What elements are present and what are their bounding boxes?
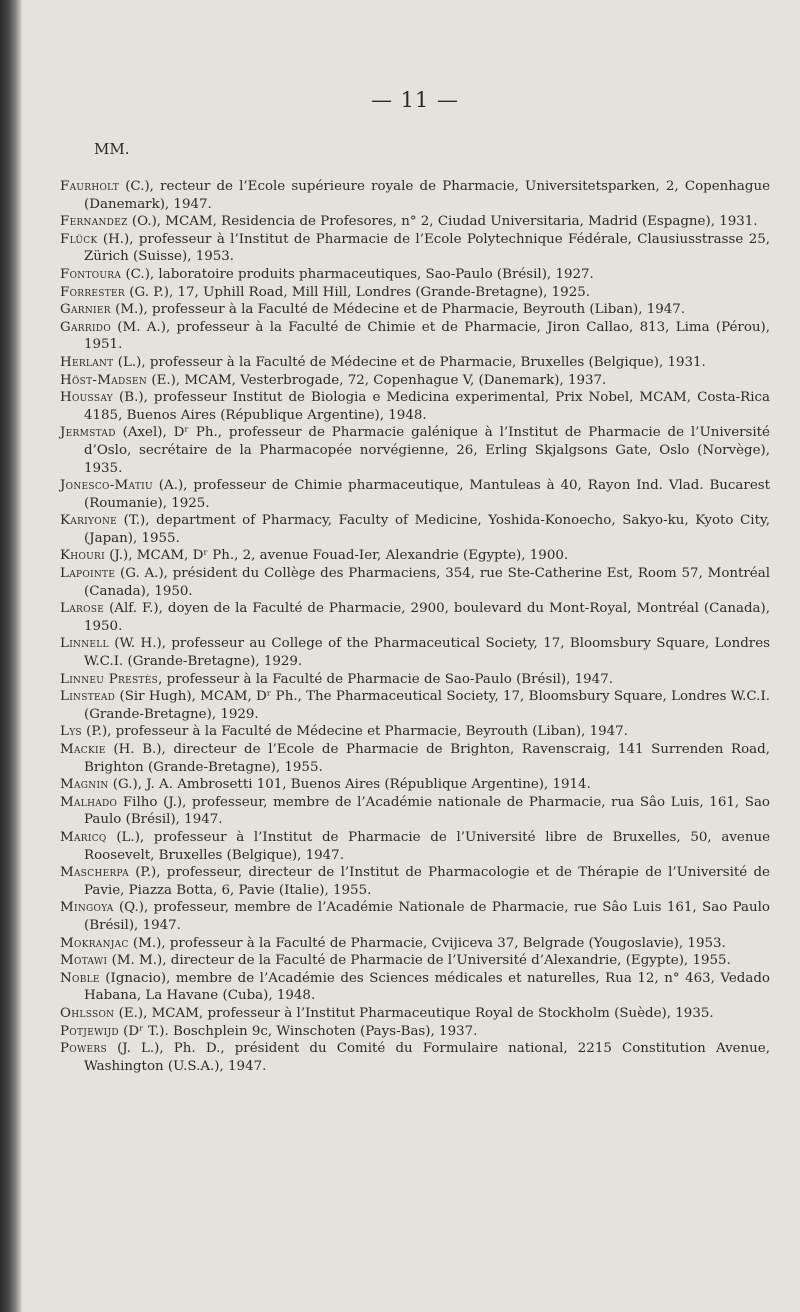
member-name: Garrido: [60, 319, 111, 335]
member-entry: [60, 952, 770, 970]
member-entry: [60, 319, 770, 354]
member-details: (E.), MCAM, professeur à l’Institut Pharmaceutique Royal de Stockholm (Suède), 1935.: [114, 1005, 714, 1021]
member-entry: [60, 477, 770, 512]
member-details: (T.), department of Pharmacy, Faculty of Medicine, Yoshida-Konoecho, Sakyo-ku, Kyoto City, (Japan), 1955.: [84, 513, 770, 546]
member-entry: [60, 723, 770, 741]
member-name: Khouri: [60, 548, 105, 564]
member-entry: [60, 512, 770, 547]
member-name: Mingoya: [60, 900, 114, 916]
member-entry: [60, 266, 770, 284]
member-name: Ohlsson: [60, 1005, 115, 1021]
member-name: Powers: [60, 1041, 107, 1057]
member-details: (G.), J. A. Ambrosetti 101, Buenos Aires (République Argentine), 1914.: [108, 777, 591, 793]
member-name: Noble: [60, 970, 100, 986]
member-name: Linneu Prestès: [60, 671, 159, 687]
member-entry: [60, 1005, 770, 1023]
member-name: Forrester: [60, 284, 126, 300]
member-entry: [60, 284, 770, 302]
member-name: Fontoura: [60, 266, 122, 282]
member-entry: [60, 970, 770, 1005]
member-entry: [60, 794, 770, 829]
member-name: Larose: [60, 601, 105, 617]
member-details: (L.), professeur à l’Institut de Pharmacie de l’Université libre de Bruxelles, 50, avenue Roosevelt, Bruxelles (Belgique), 1947.: [84, 829, 770, 863]
member-details: (W. H.), professeur au College of the Pharmaceutical Society, 17, Bloomsbury Square, Londres W.C.I. (Grande-Bretagne), 1929.: [84, 636, 770, 670]
member-name: Lys: [60, 724, 82, 740]
member-entry: [60, 776, 770, 794]
member-entry: [60, 372, 770, 390]
member-entry: [60, 935, 770, 953]
member-entry: [60, 741, 770, 776]
member-name: Mokranjac: [60, 935, 129, 951]
member-details: (C.), recteur de l’Ecole supérieure royale de Pharmacie, Universitetsparken, 2, Copenhague (Danemark), 1947.: [84, 179, 770, 212]
member-details: (H.), professeur à l’Institut de Pharmacie de l’Ecole Polytechnique Fédérale, Clausiusstrasse 25, Zürich (Suisse), 1953.: [84, 231, 770, 265]
document-page: [60, 88, 770, 1075]
member-name: Lapointe: [60, 566, 116, 582]
member-name: Motawi: [60, 953, 108, 969]
member-name: Maricq: [60, 829, 107, 845]
member-details: (E.), MCAM, Vesterbrogade, 72, Copenhague V, (Danemark), 1937.: [147, 372, 607, 388]
member-details: (J.), MCAM, Dʳ Ph., 2, avenue Fouad-Ier, Alexandrie (Egypte), 1900.: [104, 548, 569, 564]
member-details: (P.), professeur, directeur de l’Institut de Pharmacologie et de Thérapie de l’Université de Pavie, Piazza Botta, 6, Pavie (Italie), 1955.: [84, 865, 770, 898]
member-details: (Axel), Dʳ Ph., professeur de Pharmacie galénique à l’Institut de Pharmacie de l’Université d’Oslo, secrétaire de la Pharmacopée norvégienne, 26, Erling Skjalgsons Gate, Oslo (Norvège), 1935.: [84, 425, 770, 476]
member-details: (A.), professeur de Chimie pharmaceutique, Mantuleas à 40, Rayon Ind. Vlad. Bucarest (Roumanie), 1925.: [84, 478, 770, 511]
member-entry: [60, 600, 770, 635]
member-entry: [60, 864, 770, 899]
member-entry: [60, 213, 770, 231]
member-name: Fernandez: [60, 214, 128, 230]
member-details: (Sir Hugh), MCAM, Dʳ Ph., The Pharmaceutical Society, 17, Bloomsbury Square, Londres W.C.I. (Grande-Bretagne), 1929.: [84, 689, 770, 722]
member-entry: [60, 354, 770, 372]
member-details: , professeur à la Faculté de Pharmacie de Sao-Paulo (Brésil), 1947.: [158, 671, 613, 687]
member-entry: [60, 671, 770, 689]
member-entry: [60, 389, 770, 424]
member-details: (G. A.), président du Collège des Pharmaciens, 354, rue Ste-Catherine Est, Room 57, Montréal (Canada), 1950.: [84, 566, 770, 599]
member-name: Garnier: [60, 302, 111, 318]
member-entry: [60, 635, 770, 670]
member-name: Potjewijd: [60, 1023, 119, 1039]
member-details: (Alf. F.), doyen de la Faculté de Pharmacie, 2900, boulevard du Mont-Royal, Montréal (Canada), 1950.: [84, 601, 770, 634]
member-name: Herlant: [60, 354, 114, 370]
member-details: (M. M.), directeur de la Faculté de Pharmacie de l’Université d’Alexandrie, (Egypte), 1955.: [107, 953, 731, 969]
member-entry: [60, 829, 770, 864]
member-details: (P.), professeur à la Faculté de Médecine et Pharmacie, Beyrouth (Liban), 1947.: [81, 724, 628, 740]
member-details: (Ignacio), membre de l’Académie des Sciences médicales et naturelles, Rua 12, n° 463, Vedado Habana, La Havane (Cuba), 1948.: [84, 970, 770, 1004]
member-details: (C.), laboratoire produits pharmaceutiques, Sao-Paulo (Brésil), 1927.: [121, 266, 594, 282]
member-name: Jermstad: [60, 425, 116, 441]
member-name: Höst-Madsen: [60, 372, 148, 388]
member-name: Mackie: [60, 742, 106, 757]
member-entry: [60, 565, 770, 600]
member-name: Jonesco-Matiu: [60, 478, 153, 494]
member-name: Linstead: [60, 689, 116, 705]
member-details: (Dʳ T.). Boschplein 9c, Winschoten (Pays-Bas), 1937.: [118, 1023, 478, 1039]
member-details: (B.), professeur Institut de Biologia e Medicina experimental, Prix Nobel, MCAM, Costa-Rica 4185, Buenos Aires (République Argentine), 1948.: [84, 390, 770, 423]
member-details: (H. B.), directeur de l’Ecole de Pharmacie de Brighton, Ravenscraig, 141 Surrenden Road, Brighton (Grande-Bretagne), 1955.: [84, 742, 770, 775]
member-entry: [60, 301, 770, 319]
member-details: (O.), MCAM, Residencia de Profesores, n° 2, Ciudad Universitaria, Madrid (Espagne), 1931.: [127, 214, 758, 230]
member-name: Flück: [60, 231, 98, 247]
member-entry: [60, 231, 770, 266]
member-name: Magnin: [60, 777, 109, 793]
member-details: (L.), professeur à la Faculté de Médecine et de Pharmacie, Bruxelles (Belgique), 1931.: [113, 354, 706, 370]
member-name: Linnell: [60, 636, 109, 652]
member-details: Filho (J.), professeur, membre de l’Académie nationale de Pharmacie, rua Sâo Luis, 161, Sao Paulo (Brésil), 1947.: [84, 794, 770, 828]
page-number: — 11 —: [370, 88, 460, 112]
member-name: Kariyone: [60, 513, 117, 529]
member-entry: [60, 178, 770, 213]
member-name: Malhado: [60, 794, 118, 810]
member-details: (M.), professeur à la Faculté de Médecine et de Pharmacie, Beyrouth (Liban), 1947.: [110, 302, 686, 318]
member-details: (M. A.), professeur à la Faculté de Chimie et de Pharmacie, Jiron Callao, 813, Lima (Pérou), 1951.: [84, 319, 770, 353]
member-name: Faurholt: [60, 179, 120, 194]
member-entry: [60, 547, 770, 565]
salutation: MM.: [94, 140, 130, 158]
member-details: (J. L.), Ph. D., président du Comité du Formulaire national, 2215 Constitution Avenue, Washington (U.S.A.), 1947.: [84, 1041, 770, 1074]
member-name: Mascherpa: [60, 865, 129, 881]
member-entry: [60, 1040, 770, 1075]
member-list: [60, 178, 770, 1075]
member-entry: [60, 899, 770, 934]
member-entry: [60, 1023, 770, 1041]
member-details: (G. P.), 17, Uphill Road, Mill Hill, Londres (Grande-Bretagne), 1925.: [125, 284, 590, 300]
member-entry: [60, 688, 770, 723]
member-entry: [60, 424, 770, 477]
member-name: Houssay: [60, 390, 113, 406]
book-spine-shadow: [0, 0, 22, 1312]
member-details: (M.), professeur à la Faculté de Pharmacie, Cvijiceva 37, Belgrade (Yougoslavie), 1953.: [128, 935, 726, 951]
member-details: (Q.), professeur, membre de l’Académie Nationale de Pharmacie, rue Sâo Luis 161, Sao Paulo (Brésil), 1947.: [84, 900, 770, 933]
